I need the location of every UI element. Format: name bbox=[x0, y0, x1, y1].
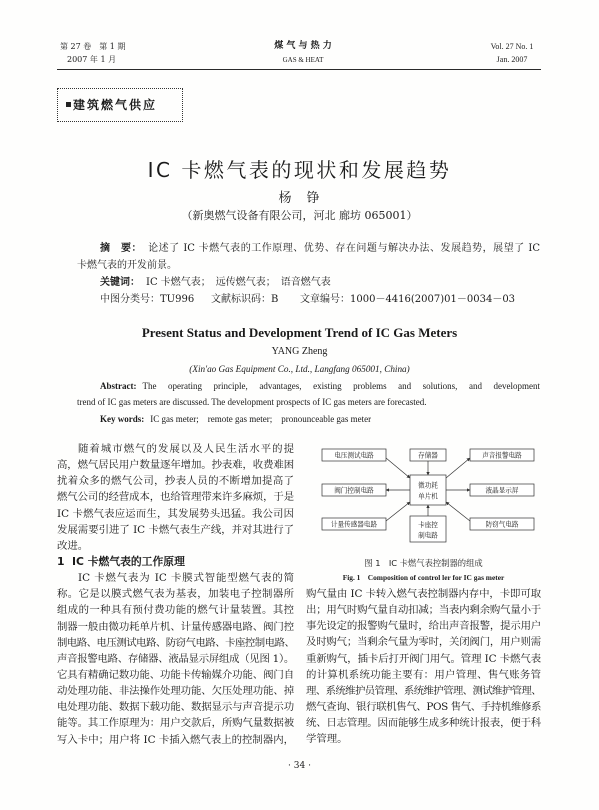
keywords-cn bbox=[100, 275, 331, 291]
english-author: YANG Zheng bbox=[271, 346, 328, 357]
header-volume-issue: 第 27 卷 第 1 期 bbox=[60, 42, 126, 51]
body-line: IC 卡燃气表应运而生，其发展势头迅猛。我公司因 bbox=[57, 507, 294, 520]
english-keywords-text: IC gas meter; remote gas meter; pronounceable gas meter bbox=[150, 414, 372, 424]
paper-affiliation: （新奥燃气设备有限公司，河北 廊坊 065001） bbox=[181, 209, 418, 222]
figure-1-caption-en: Fig. 1 Composition of control ler for IC gas meter bbox=[342, 573, 505, 582]
body-line: 购气量由 IC 卡转入燃气表控制器内存中，卡即可取 bbox=[306, 588, 541, 600]
section-tag-label: 建筑燃气供应 bbox=[73, 98, 158, 112]
body-line: 声音报警电路、存储器、液晶显示屏组成（见图 1）。 bbox=[57, 652, 294, 665]
body-line: 学管理。 bbox=[306, 733, 348, 746]
box-mcu bbox=[410, 475, 446, 505]
body-line: 动处理功能、非法操作处理功能、欠压处理功能、掉 bbox=[57, 685, 294, 698]
body-line: 高，燃气居民用户数量逐年增加。抄表难，收费难困 bbox=[57, 459, 294, 472]
english-abstract-text: The operating principle, advantages, existing problems and solutions, and development bbox=[142, 381, 540, 391]
page-number: · 34 · bbox=[288, 761, 311, 771]
english-abstract-label: Abstract: bbox=[100, 381, 137, 391]
english-title: Present Status and Development Trend of IC Gas Meters bbox=[141, 325, 458, 340]
english-keywords bbox=[100, 412, 371, 427]
connector-voltage-to-mcu bbox=[386, 458, 410, 478]
classification-doc-code: 文献标识码：B bbox=[211, 294, 279, 305]
body-line: 理、系统维护员管理、系统维护管理、测试维护管理、 bbox=[306, 684, 541, 697]
body-line: 改进。 bbox=[57, 539, 89, 552]
keywords-cn-label: 关键词： bbox=[100, 277, 140, 288]
english-keywords-label: Key words: bbox=[100, 414, 145, 424]
body-line: 发展需要引进了 IC 卡燃气表生产线，并对其进行了 bbox=[57, 523, 294, 536]
square-bullet-icon bbox=[66, 102, 71, 107]
body-line: 制器一般由微功耗单片机、计量传感器电路、阀门控 bbox=[57, 620, 294, 633]
box-lcd-label: 液晶显示屏 bbox=[485, 486, 519, 495]
body-line: 随着城市燃气的发展以及人民生活水平的提 bbox=[78, 443, 294, 455]
right-column bbox=[306, 586, 541, 747]
connector-mcu-to-sound bbox=[446, 458, 470, 478]
classification-clc: 中图分类号：TU996 bbox=[100, 294, 195, 305]
english-affiliation: (Xin'ao Gas Equipment Co., Ltd., Langfang 065001, China) bbox=[189, 364, 410, 374]
abstract-cn-text: 论述了 IC 卡燃气表的工作原理、优势、存在问题与解决办法、发展趋势，展望了 IC bbox=[148, 243, 540, 254]
header-journal-en: GAS & HEAT bbox=[282, 56, 324, 64]
paper-author: 杨 铮 bbox=[278, 191, 321, 206]
body-line: 及时购气；当剩余气量为零时，关闭阀门，用户则需 bbox=[306, 636, 541, 649]
section-number: 1 bbox=[57, 554, 65, 568]
figure-1-diagram bbox=[312, 444, 540, 546]
body-line: 它具有精确记数功能、功能卡传输媒介功能、阀门自 bbox=[57, 668, 294, 681]
box-anti-theft-label: 防窃气电路 bbox=[485, 520, 519, 529]
body-line: 燃气公司的经营成本，也给管理带来许多麻烦，于是 bbox=[57, 491, 294, 504]
box-card-socket-label-line-1: 卡座控 bbox=[418, 521, 438, 529]
abstract-cn-label: 摘 要： bbox=[100, 243, 143, 254]
box-sound-alarm-label: 声音报警电路 bbox=[482, 451, 522, 460]
section-heading-text: IC 卡燃气表的工作原理 bbox=[72, 554, 185, 568]
english-abstract-line-2: trend of IC gas meters are discussed. The development prospects of IC gas meters are forecasted. bbox=[77, 397, 427, 407]
body-line: 统、日志管理。因而能够生成多种统计报表，便于科 bbox=[306, 717, 541, 730]
body-line: 能等。其工作原理为：用户交款后，所购气量数据被 bbox=[57, 717, 294, 730]
figure-1-caption-cn: 图 1 IC 卡燃气表控制器的组成 bbox=[364, 558, 483, 568]
box-valve-control-label: 阀门控制电路 bbox=[334, 486, 374, 495]
header-date-cn: 2007 年 1 月 bbox=[67, 55, 117, 64]
header-rule bbox=[57, 69, 541, 70]
paper-title: IC 卡燃气表的现状和发展趋势 bbox=[147, 158, 452, 182]
box-flow-sensor-label: 计量传感器电路 bbox=[330, 520, 378, 529]
left-column bbox=[57, 441, 294, 748]
abstract-cn-line-2: 卡燃气表的开发前景。 bbox=[77, 260, 177, 271]
body-line: 重新购气，插卡后打开阀门用气。管理 IC 卡燃气表 bbox=[306, 652, 541, 665]
header-volume-issue-en: Vol. 27 No. 1 bbox=[490, 42, 534, 51]
body-line: 出；用气时购气量自动扣减；当表内剩余购气量小于 bbox=[306, 604, 541, 617]
box-mcu-label-line-1: 微功耗 bbox=[418, 481, 438, 490]
classification-article-no: 文章编号：1000－4416(2007)01－0034－03 bbox=[300, 294, 516, 305]
keywords-cn-text: IC 卡燃气表； 远传燃气表； 语音燃气表 bbox=[146, 277, 331, 288]
body-line: 的计算机系统功能主要有：用户管理、售气账务管 bbox=[306, 668, 541, 681]
body-line: IC 卡燃气表为 IC 卡膜式智能型燃气表的简 bbox=[78, 572, 294, 585]
english-abstract-line-1 bbox=[100, 379, 540, 394]
header-date-en: Jan. 2007 bbox=[496, 55, 528, 64]
abstract-cn-line-1 bbox=[100, 241, 540, 257]
body-line: 事先设定的报警购气量时，给出声音报警，提示用户 bbox=[306, 620, 541, 633]
body-line: 组成的一种具有预付费功能的燃气计量装置。其控 bbox=[57, 604, 294, 617]
body-line: 制电路、电压测试电路、防窃气电路、卡座控制电路、 bbox=[57, 636, 294, 649]
box-memory-label: 存储器 bbox=[418, 451, 438, 460]
body-line: 称。它是以膜式燃气表为基表，加装电子控制器所 bbox=[57, 588, 294, 601]
box-mcu-label-line-2: 单片机 bbox=[418, 492, 438, 501]
section-tag bbox=[57, 88, 183, 122]
box-voltage-test-label: 电压测试电路 bbox=[334, 451, 374, 460]
connector-sensor-to-mcu bbox=[386, 502, 410, 521]
connector-antitheft-to-mcu bbox=[446, 502, 470, 521]
body-line: 写入卡中；用户将 IC 卡插入燃气表上的控制器内， bbox=[57, 733, 294, 746]
body-line: 电处理功能、数据下载功能、数据显示与声音提示功 bbox=[57, 701, 294, 714]
header-journal-cn: 煤 气 与 热 力 bbox=[274, 41, 332, 51]
section-heading bbox=[57, 554, 294, 570]
body-line: 扰着众多的燃气公司，抄表人员的不断增加提高了 bbox=[57, 475, 294, 488]
box-card-socket-label-line-2: 制电路 bbox=[418, 531, 438, 540]
body-line: 燃气查询、银行联机售气、POS 售气、手持机维修系 bbox=[306, 700, 541, 713]
